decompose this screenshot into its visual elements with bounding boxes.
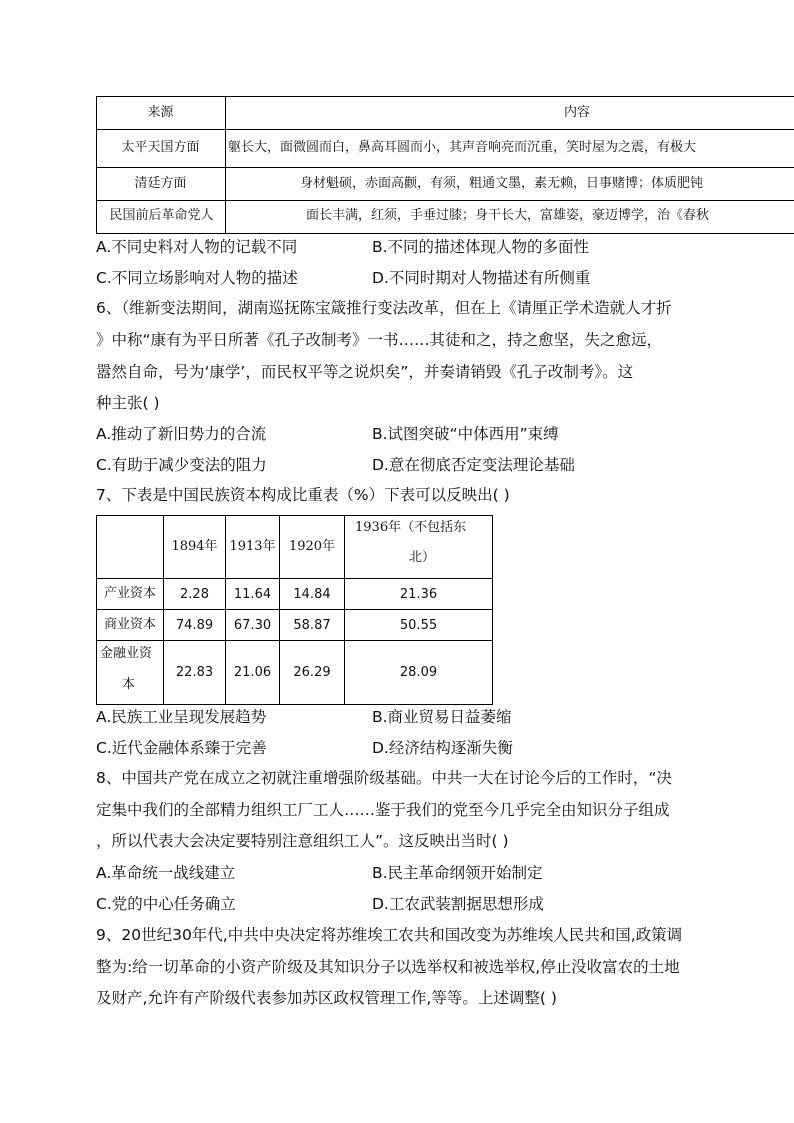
table-header-source: 来源 [147,105,174,120]
q6-stem-line: 》中称“康有为平日所著《孔子改制考》一书……其徒和之，持之愈坚，失之愈远， [96,331,663,349]
table-border [96,96,794,97]
q6-option-d[interactable]: D.意在彻底否定变法理论基础 [372,456,575,474]
table-header-content: 内容 [564,105,591,120]
table-cell: 11.64 [233,586,272,602]
q8-option-b[interactable]: B.民主革命纲领开始制定 [372,864,543,882]
year-header-continued: 北） [409,550,436,565]
q6-option-a[interactable]: A.推动了新旧势力的合流 [96,425,267,443]
table-cell-content: 身材魁硕，赤面高颧，有须，粗通文墨，素无赖，日事赌博；体质肥钝 [300,176,704,191]
table-cell-content: 面长丰满，红须，手垂过膝；身干长大，富雄姿，豪迈博学，治《春秋 [306,208,710,223]
table-cell: 74.89 [175,617,214,633]
q5-option-a[interactable]: A.不同史料对人物的记载不同 [96,238,298,256]
table-cell: 26.29 [293,665,331,680]
table-cell: 2.28 [180,586,209,602]
q9-stem-line: 及财产,允许有产阶级代表参加苏区政权管理工作,等等。上述调整( ) [96,989,557,1007]
table-cell: 21.36 [399,586,438,602]
q7-option-c[interactable]: C.近代金融体系臻于完善 [96,739,267,757]
q9-stem-line: 9、20世纪30年代,中共中央决定将苏维埃工农共和国改变为苏维埃人民共和国,政策调 [96,926,683,944]
table-cell: 67.30 [233,617,272,633]
year-header: 1913年 [229,539,276,554]
q6-stem-line: 6、（维新变法期间，湖南巡抚陈宝箴推行变法改革，但在上《请厘正学术造就人才折 [96,299,672,317]
table-border [96,200,794,201]
table-cell: 21.06 [233,665,272,680]
year-header: 1920年 [288,539,336,554]
row-label-continued: 本 [122,677,136,692]
table-cell: 14.84 [293,586,331,602]
q5-option-d[interactable]: D.不同时期对人物描述有所侧重 [372,269,591,287]
q6-stem-line: 嚣然自命，号为‘康学’，而民权平等之说炽矣”，并奏请销毁《孔子改制考》。这 [96,363,634,381]
table-cell: 28.09 [399,665,438,680]
row-label: 金融业资 [100,646,153,661]
q5-option-c[interactable]: C.不同立场影响对人物的描述 [96,269,298,287]
q8-stem-line: 8、中国共产党在成立之初就注重增强阶级基础。中共一大在讨论今后的工作时，“决 [96,769,672,787]
table-border [96,233,794,234]
q8-stem-line: 定集中我们的全部精力组织工厂工人……鉴于我们的党至今几乎完全由知识分子组成 [96,801,670,819]
table-border [492,515,493,705]
table-cell-content: 躯长大，面微圆而白，鼻高耳圆而小，其声音响亮而沉重，笑时屋为之震，有极大 [228,140,697,155]
q6-option-b[interactable]: B.试图突破“中体西用”束缚 [372,425,559,443]
q5-option-b[interactable]: B.不同的描述体现人物的多面性 [372,238,590,256]
table-cell-source: 民国前后革命党人 [109,208,214,223]
table-border [96,704,493,705]
year-header: 1936年（不包括东 [355,520,467,535]
q8-option-d[interactable]: D.工农武装割据思想形成 [372,895,544,913]
year-header: 1894年 [171,539,218,554]
q9-stem-line: 整为:给一切革命的小资产阶级及其知识分子以选举权和被选举权,停止没收富农的土地 [96,958,680,976]
table-cell: 22.83 [175,665,214,680]
q7-option-b[interactable]: B.商业贸易日益萎缩 [372,708,512,726]
table-cell: 58.87 [293,617,331,633]
table-cell-source: 清廷方面 [134,176,187,191]
capital-composition-table [96,515,493,705]
table-cell: 50.55 [399,617,438,633]
row-label: 产业资本 [103,586,156,601]
q6-stem-line: 种主张( ) [96,394,160,412]
q7-stem-line: 7、下表是中国民族资本构成比重表（%）下表可以反映出( ) [96,486,510,504]
q8-stem-line: ，所以代表大会决定要特别注意组织工人”。这反映出当时( ) [96,832,509,850]
source-content-table [96,96,794,234]
q7-option-a[interactable]: A.民族工业呈现发展趋势 [96,708,267,726]
table-border [96,167,794,168]
q7-option-d[interactable]: D.经济结构逐渐失衡 [372,739,513,757]
q6-option-c[interactable]: C.有助于减少变法的阻力 [96,456,267,474]
table-border [96,129,794,130]
row-label: 商业资本 [103,617,156,632]
table-cell-source: 太平天国方面 [121,140,200,155]
q8-option-a[interactable]: A.革命统一战线建立 [96,864,236,882]
q8-option-c[interactable]: C.党的中心任务确立 [96,895,236,913]
